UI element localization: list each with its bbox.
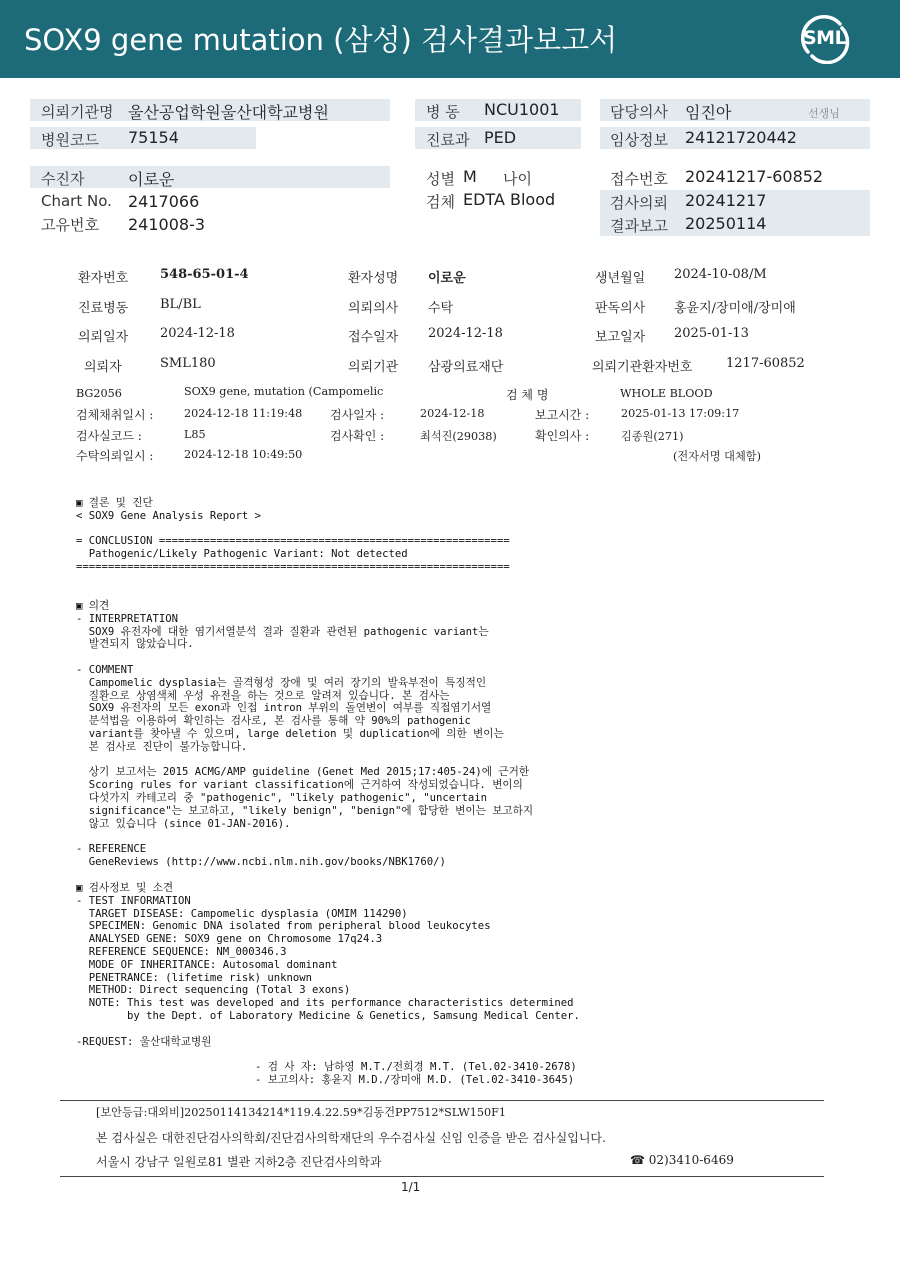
signature-note: (전자서명 대체함) [673, 450, 761, 463]
specimen-value: EDTA Blood [463, 190, 556, 209]
rh-r4-v2: 삼광의료재단 [428, 360, 504, 375]
patient-label: 수진자 [41, 170, 85, 188]
test-date-label: 검사일자 : [330, 408, 385, 422]
rh-r2-v1: BL/BL [160, 297, 201, 312]
test-specimen-label: 검 체 명 [506, 388, 549, 402]
footer-top-rule [60, 1100, 824, 1101]
rh-r4-v3: 1217-60852 [726, 356, 805, 371]
rh-r3-v3: 2025-01-13 [674, 326, 749, 341]
institution-label: 의뢰기관명 [41, 103, 114, 121]
result-date-label: 결과보고 [610, 217, 668, 235]
confirm-doctor-value: 김종원(271) [621, 430, 684, 443]
test-specimen-value: WHOLE BLOOD [620, 387, 713, 400]
result-date-value: 20250114 [685, 214, 767, 233]
security-line: [보안등급:대외비]20250114134214*119.4.22.59*김동건PP7512*SLW150F1 [96, 1106, 506, 1119]
rh-r4-l2: 의뢰기관 [348, 360, 399, 375]
age-label: 나이 [503, 170, 532, 188]
footer-bottom-rule [60, 1176, 824, 1177]
report-header-band [0, 0, 900, 78]
chart-label: Chart No. [41, 192, 112, 210]
conclusion-block: ▣ 결론 및 진단 < SOX9 Gene Analysis Report > = CONCLUSION ======================================================= Pathogenic/Likely Pathogenic Variant: Not detected ==================================================================== [76, 497, 510, 573]
test-name: SOX9 gene, mutation (Campomelic [184, 385, 384, 398]
lab-code-label: 검사실코드 : [76, 429, 142, 443]
report-time-label: 보고시간 : [535, 408, 590, 422]
rh-r3-l2: 접수일자 [348, 330, 399, 345]
dept-label: 진료과 [426, 131, 470, 149]
request-date-value: 20241217 [685, 191, 767, 210]
opinion-block: ▣ 의견 - INTERPRETATION SOX9 유전자에 대한 염기서열분석 결과 질환과 관련된 pathogenic variant는 발견되지 않았습니다. - COMMENT Campomelic dysplasia는 골격형성 장애 및 여러 장기의 발육부전이 특징적인 질환으로 상염색체 우성 유전을 하는 것으로 알려져 있습니다. 본 검사는 SOX9 유전자의 모든 exon과 인접 intron 부위의 돌연변이 여부를 직접염기서열 분석법을 이용하여 확인하는 검사로, 본 검사를 통해 약 90%의 pathogenic variant를 찾아낼 수 있으며, large deletion 및 duplication에 의한 변이는 본 검사로 진단이 불가능합니다. 상기 보고서는 2015 ACMG/AMP guideline (Genet Med 2015;17:405-24)에 근거한 Scoring rules for variant classification에 근거하여 작성되었습니다. 변이의 다섯가지 카테고리 중 "pathogenic", "likely pathogenic", "uncertain significance"는 보고하고, "likely benign", "benign"에 합당한 변이는 보고하지 않고 있습니다 (since 01-JAN-2016). - REFERENCE GeneReviews (http://www.ncbi.nlm.nih.gov/books/NBK1760/) [76, 600, 534, 868]
page-number: 1/1 [401, 1180, 421, 1194]
test-info-block: ▣ 검사정보 및 소견 - TEST INFORMATION TARGET DISEASE: Campomelic dysplasia (OMIM 114290) SPECIMEN: Genomic DNA isolated from peripheral blood leukocytes ANALYSED GENE: SOX9 gene on Chromosome 17q24.3 REFERENCE SEQUENCE: NM_000346.3 MODE OF INHERITANCE: Autosomal dominant PENETRANCE: (lifetime risk) unknown METHOD: Direct sequencing (Total 3 exons) NOTE: This test was developed and its performance characteristics determined by the Dept. of Laboratory Medicine & Genetics, Samsung Medical Center. [76, 882, 580, 1022]
rh-r1-l2: 환자성명 [348, 271, 399, 286]
consign-value: 2024-12-18 10:49:50 [184, 448, 303, 461]
unique-value: 241008-3 [128, 215, 206, 234]
rh-r4-l1: 의뢰자 [84, 360, 122, 375]
doctor-value: 임진아 [685, 103, 732, 122]
rh-r1-l1: 환자번호 [78, 271, 129, 286]
request-line: -REQUEST: 울산대학교병원 [76, 1036, 212, 1048]
ward-value: NCU1001 [484, 100, 560, 119]
receipt-label: 접수번호 [610, 170, 668, 188]
rh-r1-v2: 이로운 [428, 271, 466, 286]
dept-value: PED [484, 128, 517, 147]
collect-value: 2024-12-18 11:19:48 [184, 407, 303, 420]
rh-r2-l1: 진료병동 [78, 301, 129, 316]
collect-label: 검체채취일시 : [76, 408, 154, 422]
rh-r4-l3: 의뢰기관환자번호 [592, 360, 693, 375]
institution-value: 울산공업학원울산대학교병원 [128, 103, 329, 122]
test-date-value: 2024-12-18 [420, 407, 485, 420]
sex-label: 성별 [426, 170, 455, 188]
ward-label: 병 동 [426, 103, 460, 121]
report-title: SOX9 gene mutation (삼성) 검사결과보고서 [24, 23, 618, 57]
rh-r1-l3: 생년월일 [595, 271, 646, 286]
rh-r2-l2: 의뢰의사 [348, 301, 399, 316]
clinical-value: 24121720442 [685, 128, 797, 147]
rh-r3-v2: 2024-12-18 [428, 326, 503, 341]
lab-code-value: L85 [184, 428, 206, 441]
rh-r3-v1: 2024-12-18 [160, 326, 235, 341]
request-date-label: 검사의뢰 [610, 194, 668, 212]
report-time-value: 2025-01-13 17:09:17 [621, 407, 740, 420]
rh-r3-l1: 의뢰일자 [78, 330, 129, 345]
rh-r2-v3: 홍윤지/장미애/장미애 [674, 301, 796, 316]
unique-label: 고유번호 [41, 216, 99, 234]
rh-r2-l3: 판독의사 [595, 301, 646, 316]
address-line: 서울시 강남구 일원로81 별관 지하2층 진단검사의학과 [96, 1155, 382, 1169]
confirm-value: 최석진(29038) [420, 430, 497, 443]
sex-value: M [463, 167, 477, 186]
doctor-label: 담당의사 [610, 103, 668, 121]
patient-value: 이로운 [128, 170, 175, 189]
test-code: BG2056 [76, 387, 122, 400]
rh-r1-v3: 2024-10-08/M [674, 267, 767, 282]
rh-r2-v2: 수탁 [428, 301, 454, 316]
hospital-code-value: 75154 [128, 128, 179, 147]
signers-block: - 검 사 자: 남하영 M.T./전희경 M.T. (Tel.02-3410-2678) - 보고의사: 홍윤지 M.D./장미애 M.D. (Tel.02-3410-3645) [255, 1061, 577, 1086]
logo-text: SML [803, 27, 847, 49]
confirm-doctor-label: 확인의사 : [535, 429, 590, 443]
rh-r1-v1: 548-65-01-4 [160, 267, 249, 282]
rh-r3-l3: 보고일자 [595, 330, 646, 345]
clinical-label: 임상정보 [610, 131, 668, 149]
confirm-label: 검사확인 : [330, 429, 385, 443]
phone-line: ☎ 02)3410-6469 [630, 1153, 734, 1167]
receipt-value: 20241217-60852 [685, 167, 824, 186]
specimen-label: 검체 [426, 193, 455, 211]
rh-r4-v1: SML180 [160, 356, 216, 371]
hospital-code-label: 병원코드 [41, 131, 99, 149]
chart-value: 2417066 [128, 192, 200, 211]
consign-label: 수탁의뢰일시 : [76, 449, 154, 463]
certification-line: 본 검사실은 대한진단검사의학회/진단검사의학재단의 우수검사실 신임 인증을 받은 검사실입니다. [96, 1131, 606, 1145]
doctor-suffix: 선생님 [808, 107, 840, 120]
